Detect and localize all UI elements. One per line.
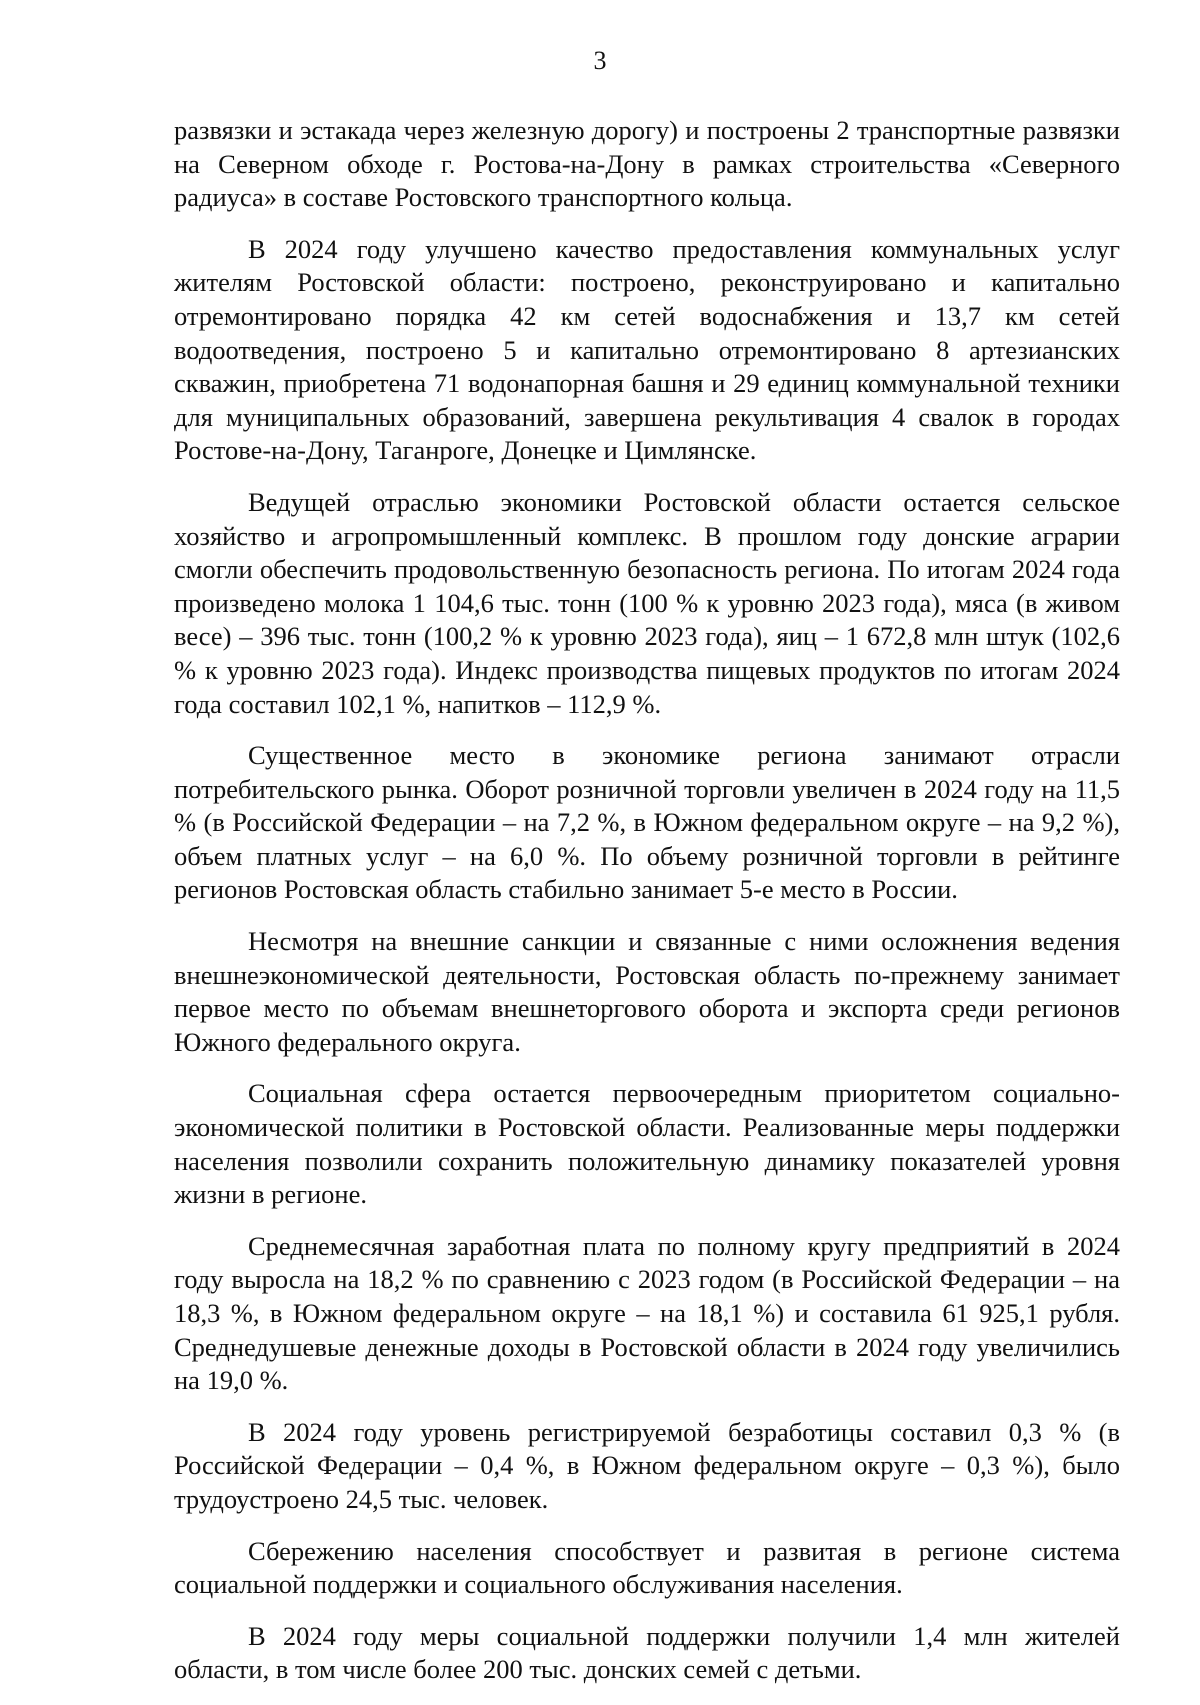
paragraph-4: Существенное место в экономике региона занимают отрасли потребительского рынка. Оборот розничной торговли увеличен в 2024 году на 11,5 % (в Российской Федерации – на 7,2 %, в Южном федеральном округе – на 9,2 %), объем платных услуг – на 6,0 %. По объему розничной торговли в рейтинге регионов Ростовская область стабильно занимает 5-е место в России.: [174, 740, 1120, 905]
page-number: 3: [593, 46, 607, 75]
paragraph-9: Сбережению населения способствует и развитая в регионе система социальной поддержки и социального обслуживания населения.: [174, 1535, 1120, 1600]
paragraph-3: Ведущей отраслью экономики Ростовской области остается сельское хозяйство и агропромышленный комплекс. В прошлом году донские аграрии смогли обеспечить продовольственную безопасность региона. По итогам 2024 года произведено молока 1 104,6 тыс. тонн (100 % к уровню 2023 года), мяса (в живом весе) – 396 тыс. тонн (100,2 % к уровню 2023 года), яиц – 1 672,8 млн штук (102,6 % к уровню 2023 года). Индекс производства пищевых продуктов по итогам 2024 года составил 102,1 %, напитков – 112,9 %.: [174, 486, 1120, 719]
paragraph-10: В 2024 году меры социальной поддержки получили 1,4 млн жителей области, в том числе более 200 тыс. донских семей с детьми.: [174, 1620, 1120, 1685]
document-body: [174, 114, 1120, 1705]
paragraph-1: развязки и эстакада через железную дорогу) и построены 2 транспортные развязки на Северном обходе г. Ростова-на-Дону в рамках строительства «Северного радиуса» в составе Ростовского транспортного кольца.: [174, 115, 1120, 213]
paragraph-7: Среднемесячная заработная плата по полному кругу предприятий в 2024 году выросла на 18,2 % по сравнению с 2023 годом (в Российской Федерации – на 18,3 %, в Южном федеральном округе – на 18,1 %) и составила 61 925,1 рубля. Среднедушевые денежные доходы в Ростовской области в 2024 году увеличились на 19,0 %.: [174, 1230, 1120, 1396]
paragraph-6: Социальная сфера остается первоочередным приоритетом социально-экономической политики в Ростовской области. Реализованные меры поддержки населения позволили сохранить положительную динамику показателей уровня жизни в регионе.: [174, 1078, 1120, 1210]
paragraph-5: Несмотря на внешние санкции и связанные с ними осложнения ведения внешнеэкономической деятельности, Ростовская область по-прежнему занимает первое место по объемам внешнеторгового оборота и экспорта среди регионов Южного федерального округа.: [174, 926, 1120, 1057]
paragraph-2: В 2024 году улучшено качество предоставления коммунальных услуг жителям Ростовской области: построено, реконструировано и капитально отремонтировано порядка 42 км сетей водоснабжения и 13,7 км сетей водоотведения, построено 5 и капитально отремонтировано 8 артезианских скважин, приобретена 71 водонапорная башня и 29 единиц коммунальной техники для муниципальных образований, завершена рекультивация 4 свалок в городах Ростове-на-Дону, Таганроге, Донецке и Цимлянске.: [174, 233, 1120, 466]
paragraph-8: В 2024 году уровень регистрируемой безработицы составил 0,3 % (в Российской Федерации – 0,4 %, в Южном федеральном округе – 0,3 %), было трудоустроено 24,5 тыс. человек.: [174, 1416, 1120, 1514]
